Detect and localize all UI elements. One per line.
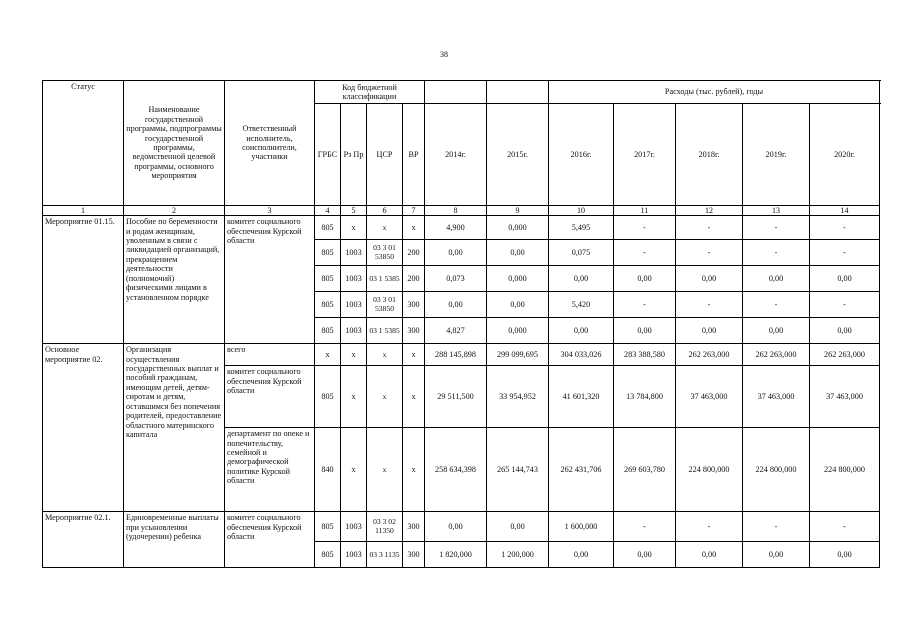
- cell-value: 1003: [341, 512, 367, 542]
- cell-value: -: [676, 240, 743, 266]
- column-number-row: [43, 206, 880, 216]
- column-number: 5: [341, 206, 367, 216]
- cell-value: 1 200,000: [487, 542, 549, 568]
- cell-value: 0,00: [487, 292, 549, 318]
- cell-value: 224 800,000: [743, 428, 810, 512]
- header-csr: ЦСР: [367, 104, 403, 206]
- header-year: 2014г.: [425, 104, 487, 206]
- cell-value: 0,00: [425, 240, 487, 266]
- cell-value: 03 3 01 53850: [367, 240, 403, 266]
- cell-value: 0,00: [614, 542, 676, 568]
- header-year: 2020г.: [810, 104, 880, 206]
- cell-value: 0,00: [425, 512, 487, 542]
- cell-value: x: [367, 216, 403, 240]
- cell-value: x: [367, 344, 403, 366]
- cell-value: 1003: [341, 318, 367, 344]
- cell-value: 0,00: [676, 542, 743, 568]
- cell-value: 0,00: [676, 318, 743, 344]
- cell-value: -: [614, 240, 676, 266]
- cell-value: 0,00: [487, 240, 549, 266]
- cell-value: -: [743, 216, 810, 240]
- cell-value: 288 145,898: [425, 344, 487, 366]
- cell-value: 300: [403, 542, 425, 568]
- cell-value: 1 820,000: [425, 542, 487, 568]
- column-number: 12: [676, 206, 743, 216]
- cell-value: 33 954,952: [487, 366, 549, 428]
- table-body: [43, 81, 880, 568]
- cell-value: 1003: [341, 542, 367, 568]
- row-executor: всего: [225, 344, 315, 366]
- column-number: 11: [614, 206, 676, 216]
- cell-value: 805: [315, 216, 341, 240]
- header-rzpr: Рз Пр: [341, 104, 367, 206]
- cell-value: 299 099,695: [487, 344, 549, 366]
- cell-value: -: [743, 512, 810, 542]
- cell-value: 805: [315, 542, 341, 568]
- cell-value: 0,073: [425, 266, 487, 292]
- cell-value: 03 3 1135: [367, 542, 403, 568]
- cell-value: 0,00: [614, 266, 676, 292]
- cell-value: x: [315, 344, 341, 366]
- cell-value: 0,00: [614, 318, 676, 344]
- cell-value: 265 144,743: [487, 428, 549, 512]
- column-number: 1: [43, 206, 124, 216]
- row-name: Единовременные выплаты при усыновлении (удочерении) ребенка: [124, 512, 225, 568]
- cell-value: x: [367, 366, 403, 428]
- header-year: 2015г.: [487, 104, 549, 206]
- cell-value: 283 388,580: [614, 344, 676, 366]
- header-year: 2016г.: [549, 104, 614, 206]
- header-vr: ВР: [403, 104, 425, 206]
- cell-value: 300: [403, 318, 425, 344]
- cell-value: -: [743, 240, 810, 266]
- cell-value: 0,00: [676, 266, 743, 292]
- cell-value: 224 800,000: [676, 428, 743, 512]
- row-executor: департамент по опеке и попечительству, семейной и демографической политике Курской области: [225, 428, 315, 512]
- header-executor: Ответственный исполнитель, соисполнители, участники: [225, 81, 315, 206]
- header-budget-code: Код бюджетной классификации: [315, 81, 425, 104]
- cell-value: 805: [315, 266, 341, 292]
- cell-value: 03 3 01 53850: [367, 292, 403, 318]
- cell-value: 37 463,000: [743, 366, 810, 428]
- row-status: Мероприятие 02.1.: [43, 512, 124, 568]
- header-year: 2018г.: [676, 104, 743, 206]
- header-blank-2: [487, 81, 549, 104]
- header-row-1: [43, 81, 880, 104]
- cell-value: 0,00: [549, 266, 614, 292]
- cell-value: 03 1 5385: [367, 318, 403, 344]
- cell-value: x: [403, 216, 425, 240]
- cell-value: 03 3 02 11350: [367, 512, 403, 542]
- header-blank-1: [425, 81, 487, 104]
- cell-value: 0,000: [487, 216, 549, 240]
- cell-value: 0,00: [487, 512, 549, 542]
- cell-value: -: [810, 512, 880, 542]
- cell-value: 200: [403, 240, 425, 266]
- cell-value: x: [341, 216, 367, 240]
- cell-value: 37 463,000: [676, 366, 743, 428]
- column-number: 2: [124, 206, 225, 216]
- cell-value: 1003: [341, 266, 367, 292]
- budget-table: [42, 80, 880, 568]
- column-number: 13: [743, 206, 810, 216]
- cell-value: -: [676, 292, 743, 318]
- cell-value: x: [341, 344, 367, 366]
- cell-value: 300: [403, 512, 425, 542]
- row-status: Мероприятие 01.15.: [43, 216, 124, 344]
- row-executor: комитет социального обеспечения Курской области: [225, 512, 315, 568]
- column-number: 14: [810, 206, 880, 216]
- cell-value: 4,827: [425, 318, 487, 344]
- cell-value: 5,495: [549, 216, 614, 240]
- cell-value: -: [810, 240, 880, 266]
- table-row: [43, 512, 880, 542]
- cell-value: -: [614, 512, 676, 542]
- cell-value: x: [341, 428, 367, 512]
- cell-value: 03 1 5385: [367, 266, 403, 292]
- cell-value: 0,00: [810, 266, 880, 292]
- column-number: 7: [403, 206, 425, 216]
- cell-value: 0,00: [743, 318, 810, 344]
- page-number: 38: [440, 50, 448, 59]
- cell-value: 37 463,000: [810, 366, 880, 428]
- header-year: 2019г.: [743, 104, 810, 206]
- cell-value: 269 603,780: [614, 428, 676, 512]
- table-row: [43, 216, 880, 240]
- cell-value: x: [403, 428, 425, 512]
- cell-value: 1 600,000: [549, 512, 614, 542]
- column-number: 9: [487, 206, 549, 216]
- cell-value: x: [341, 366, 367, 428]
- column-number: 6: [367, 206, 403, 216]
- cell-value: -: [810, 292, 880, 318]
- header-status: Статус: [43, 81, 124, 206]
- cell-value: 0,000: [487, 318, 549, 344]
- cell-value: 805: [315, 318, 341, 344]
- row-executor: комитет социального обеспечения Курской области: [225, 216, 315, 344]
- cell-value: 262 431,706: [549, 428, 614, 512]
- cell-value: 5,420: [549, 292, 614, 318]
- column-number: 4: [315, 206, 341, 216]
- cell-value: 262 263,000: [743, 344, 810, 366]
- cell-value: 0,00: [425, 292, 487, 318]
- table-row: [43, 344, 880, 366]
- header-expenses: Расходы (тыс. рублей), годы: [549, 81, 880, 104]
- cell-value: -: [614, 292, 676, 318]
- cell-value: 1003: [341, 292, 367, 318]
- row-name: Организация осуществления государственных выплат и пособий гражданам, имеющим детей, детям-сиротам и детям, оставшимся без попечения родителей, предоставление областного материнского капитала: [124, 344, 225, 512]
- cell-value: x: [367, 428, 403, 512]
- cell-value: 0,00: [549, 542, 614, 568]
- cell-value: 0,000: [487, 266, 549, 292]
- cell-value: 0,00: [810, 542, 880, 568]
- cell-value: 805: [315, 292, 341, 318]
- row-name: Пособие по беременности и родам женщинам, уволенным в связи с ликвидацией организаций, прекращением деятельности (полномочий) физическими лицами в установленном порядке: [124, 216, 225, 344]
- cell-value: 840: [315, 428, 341, 512]
- cell-value: -: [676, 512, 743, 542]
- column-number: 3: [225, 206, 315, 216]
- cell-value: 4,900: [425, 216, 487, 240]
- column-number: 10: [549, 206, 614, 216]
- cell-value: 805: [315, 366, 341, 428]
- cell-value: 0,00: [810, 318, 880, 344]
- cell-value: 29 511,500: [425, 366, 487, 428]
- cell-value: 0,00: [549, 318, 614, 344]
- cell-value: -: [614, 216, 676, 240]
- cell-value: 224 800,000: [810, 428, 880, 512]
- cell-value: 304 033,026: [549, 344, 614, 366]
- header-grbs: ГРБС: [315, 104, 341, 206]
- cell-value: -: [676, 216, 743, 240]
- cell-value: 262 263,000: [676, 344, 743, 366]
- cell-value: 258 634,398: [425, 428, 487, 512]
- cell-value: 41 601,320: [549, 366, 614, 428]
- column-number: 8: [425, 206, 487, 216]
- row-status: Основное мероприятие 02.: [43, 344, 124, 512]
- cell-value: 0,00: [743, 266, 810, 292]
- cell-value: 805: [315, 240, 341, 266]
- cell-value: 262 263,000: [810, 344, 880, 366]
- header-year: 2017г.: [614, 104, 676, 206]
- cell-value: 0,00: [743, 542, 810, 568]
- cell-value: x: [403, 344, 425, 366]
- header-name: Наименование государственной программы, подпрограммы государственной программы, ведомственной целевой программы, основного мероприятия: [124, 81, 225, 206]
- cell-value: 13 784,800: [614, 366, 676, 428]
- cell-value: -: [743, 292, 810, 318]
- cell-value: 1003: [341, 240, 367, 266]
- cell-value: 0,075: [549, 240, 614, 266]
- cell-value: 200: [403, 266, 425, 292]
- cell-value: x: [403, 366, 425, 428]
- cell-value: 805: [315, 512, 341, 542]
- cell-value: -: [810, 216, 880, 240]
- row-executor: комитет социального обеспечения Курской области: [225, 366, 315, 428]
- cell-value: 300: [403, 292, 425, 318]
